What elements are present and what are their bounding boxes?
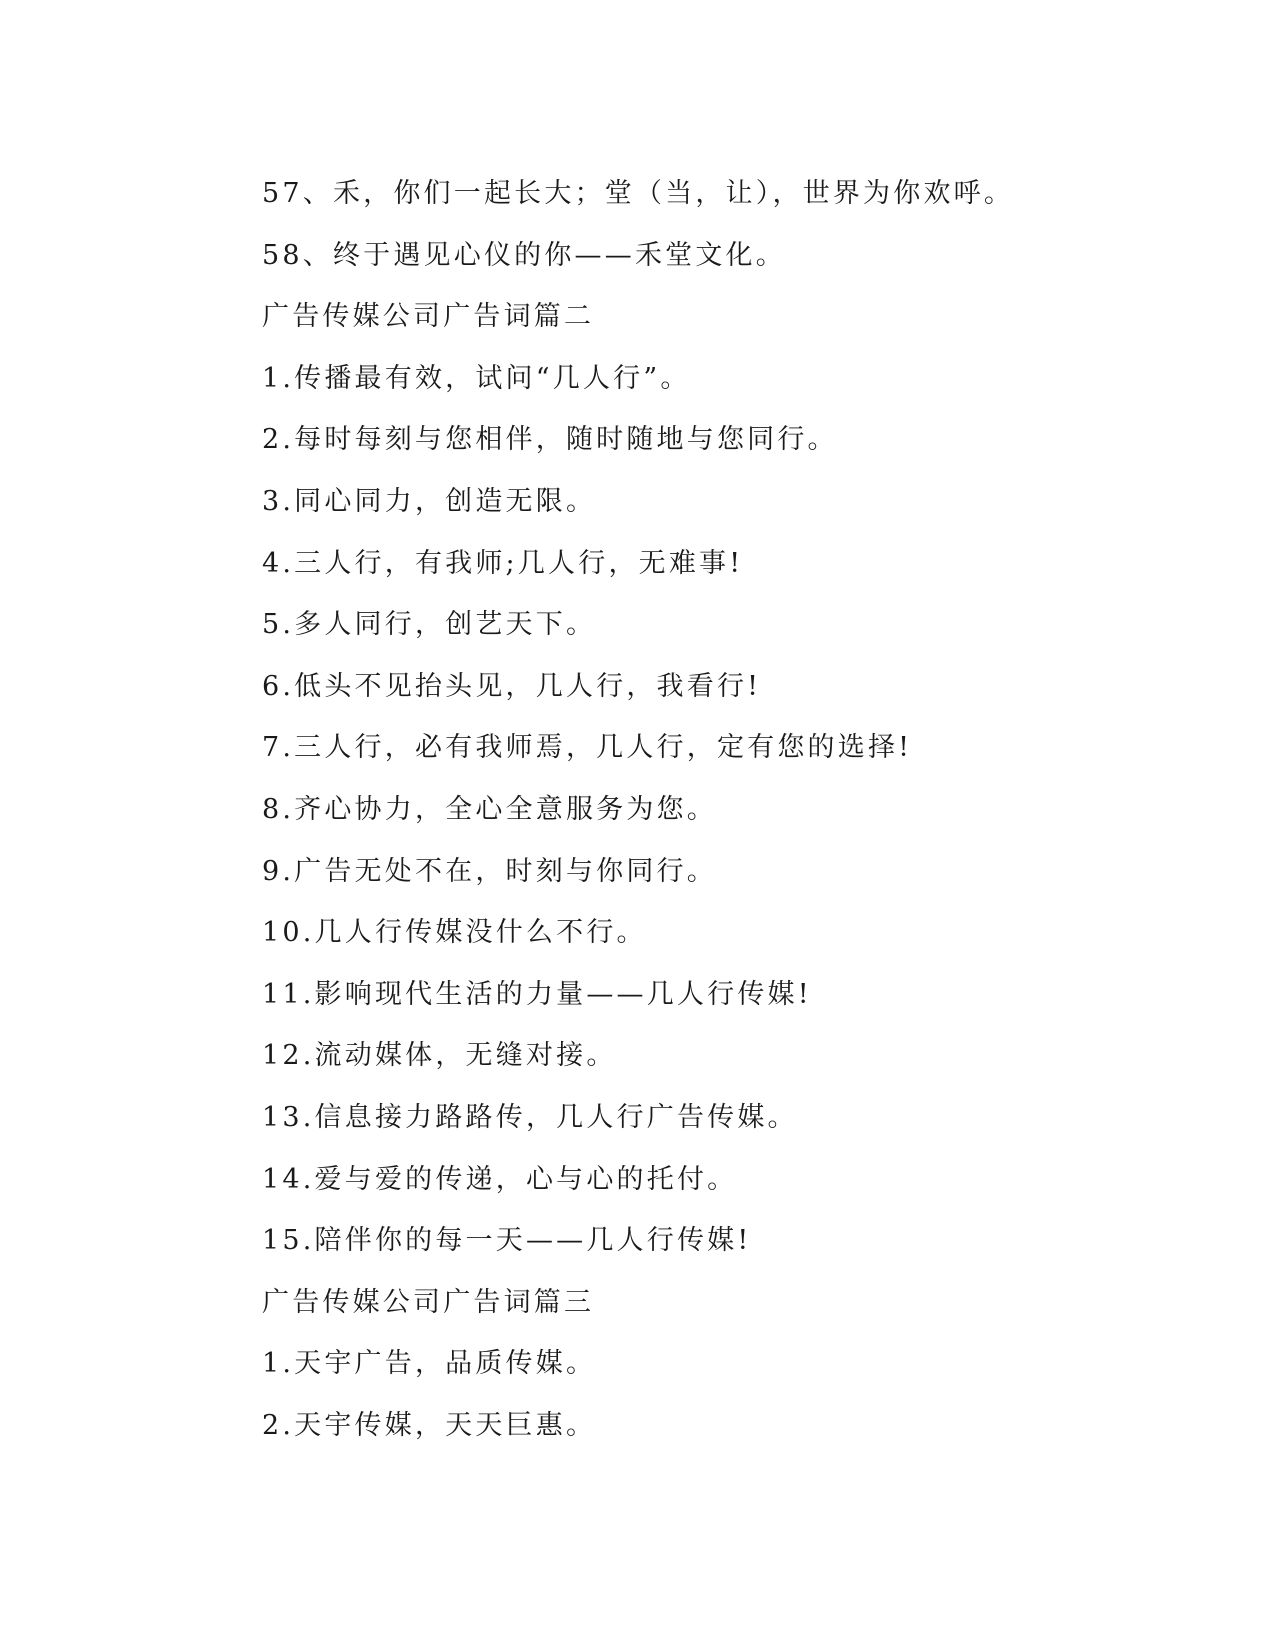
- slogan-line: 6.低头不见抬头见，几人行，我看行!: [262, 670, 762, 702]
- slogan-line: 12.流动媒体，无缝对接。: [262, 1040, 617, 1072]
- slogan-line: 11.影响现代生活的力量——几人行传媒!: [262, 978, 812, 1010]
- slogan-line: 1.天宇广告，品质传媒。: [262, 1348, 597, 1380]
- document-body: [262, 163, 1022, 1456]
- slogan-line: 2.每时每刻与您相伴，随时随地与您同行。: [262, 424, 838, 456]
- slogan-line: 15.陪伴你的每一天——几人行传媒!: [262, 1225, 752, 1257]
- slogan-line: 8.齐心协力，全心全意服务为您。: [262, 793, 717, 825]
- slogan-line: 7.三人行，必有我师焉，几人行，定有您的选择!: [262, 732, 913, 764]
- slogan-line-57: 57、禾，你们一起长大；堂（当，让），世界为你欢呼。: [262, 178, 1015, 209]
- slogan-line: 5.多人同行，创艺天下。: [262, 609, 597, 641]
- slogan-line: 9.广告无处不在，时刻与你同行。: [262, 855, 717, 887]
- section-heading-part-three: 广告传媒公司广告词篇三: [262, 1286, 595, 1318]
- slogan-line: 13.信息接力路路传，几人行广告传媒。: [262, 1101, 798, 1133]
- slogan-line: 4.三人行，有我师;几人行，无难事!: [262, 547, 744, 579]
- slogan-line: 3.同心同力，创造无限。: [262, 485, 597, 517]
- slogan-line-58: 58、终于遇见心仪的你——禾堂文化。: [262, 239, 786, 271]
- slogan-line: 2.天宇传媒，天天巨惠。: [262, 1409, 597, 1441]
- section-heading-part-two: 广告传媒公司广告词篇二: [262, 301, 595, 333]
- slogan-line: 1.传播最有效，试问“几人行”。: [262, 362, 691, 394]
- slogan-line: 10.几人行传媒没什么不行。: [262, 917, 647, 949]
- slogan-line: 14.爱与爱的传递，心与心的托付。: [262, 1163, 738, 1195]
